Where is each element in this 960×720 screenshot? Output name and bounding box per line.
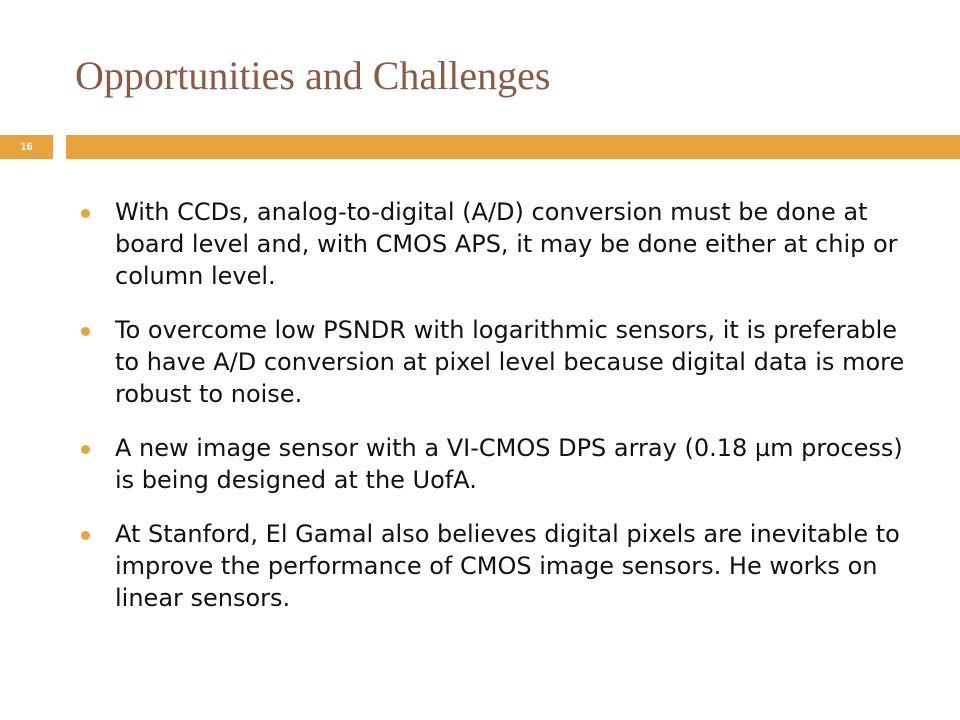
bullet-item bbox=[75, 314, 915, 410]
bullet-text: To overcome low PSNDR with logarithmic sensors, it is preferable to have A/D conversion at pixel level because digital data is more robust to noise. bbox=[115, 316, 905, 408]
slide-title: Opportunities and Challenges bbox=[75, 53, 551, 98]
bullet-dot-icon bbox=[81, 327, 90, 336]
bullet-dot-icon bbox=[81, 531, 90, 540]
bullet-dot-icon bbox=[81, 209, 90, 218]
bullet-item bbox=[75, 518, 915, 614]
bullet-list bbox=[75, 196, 915, 636]
bullet-item bbox=[75, 432, 915, 496]
bullet-text: At Stanford, El Gamal also believes digital pixels are inevitable to improve the performance of CMOS image sensors. He works on linear sensors. bbox=[115, 520, 900, 612]
bullet-dot-icon bbox=[81, 445, 90, 454]
bullet-text: A new image sensor with a VI-CMOS DPS array (0.18 µm process) is being designed at the UofA. bbox=[115, 434, 903, 494]
bullet-text: With CCDs, analog-to-digital (A/D) conversion must be done at board level and, with CMOS APS, it may be done either at chip or column level. bbox=[115, 198, 898, 290]
header-accent-bar bbox=[66, 135, 960, 159]
bullet-item bbox=[75, 196, 915, 292]
slide-number: 16 bbox=[0, 135, 53, 159]
